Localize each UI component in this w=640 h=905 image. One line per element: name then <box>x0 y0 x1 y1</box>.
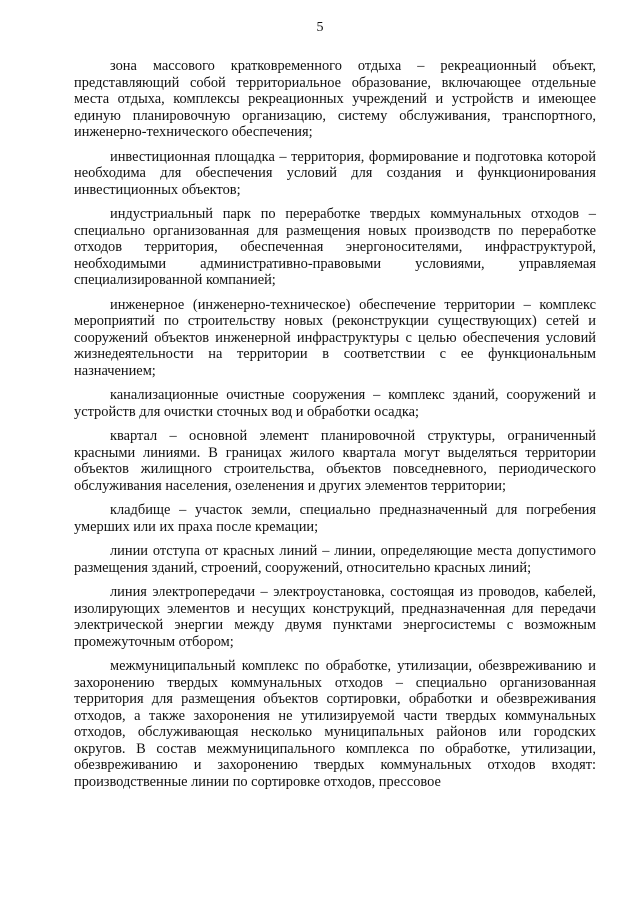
definition-paragraph: индустриальный парк по переработке твердых коммунальных отходов – специально организованная для размещения новых производств по переработке отходов территория, обеспеченная энергоносителями, инфраструктурой, необходимыми административно-правовыми условиями, управляемая специализированной компанией; <box>74 206 596 288</box>
definition-paragraph: канализационные очистные сооружения – комплекс зданий, сооружений и устройств для очистки сточных вод и обработки осадка; <box>74 387 596 420</box>
definition-paragraph: зона массового кратковременного отдыха – рекреационный объект, представляющий собой территориальное образование, включающее отдельные места отдыха, комплексы рекреационных учреждений и устройств и имеющее единую планировочную организацию, систему обслуживания, транспортного, инженерно-технического обеспечения; <box>74 58 596 140</box>
definition-paragraph: кладбище – участок земли, специально предназначенный для погребения умерших или их праха после кремации; <box>74 502 596 535</box>
definition-paragraph: инженерное (инженерно-техническое) обеспечение территории – комплекс мероприятий по строительству новых (реконструкции существующих) сетей и сооружений объектов инженерной инфраструктуры с целью обеспечения условий жизнедеятельности на территории в соответствии с ее функциональным назначением; <box>74 296 596 379</box>
definition-paragraph: межмуниципальный комплекс по обработке, утилизации, обезвреживанию и захоронению твердых коммунальных отходов – специально организованная территория для размещения объектов сортировки, обработки и обезвреживания отходов, а также захоронения не утилизируемой части твердых коммунальных отходов, обслуживающая несколько муниципальных районов или городских округов. В состав межмуниципального комплекса по обработке, утилизации, обезвреживанию и захоронению твердых коммунальных отходов входят: производственные линии по сортировке отходов, прессовое <box>74 658 596 790</box>
definition-paragraph: линии отступа от красных линий – линии, определяющие места допустимого размещения зданий, строений, сооружений, относительно красных линий; <box>74 543 596 576</box>
definition-paragraph: инвестиционная площадка – территория, формирование и подготовка которой необходима для обеспечения условий для создания и функционирования инвестиционных объектов; <box>74 148 596 198</box>
document-body <box>74 58 596 798</box>
definition-paragraph: линия электропередачи – электроустановка, состоящая из проводов, кабелей, изолирующих элементов и несущих конструкций, предназначенная для передачи электрической энергии между двумя пунктами энергосистемы с возможным промежуточным отбором; <box>74 584 596 650</box>
definition-paragraph: квартал – основной элемент планировочной структуры, ограниченный красными линиями. В границах жилого квартала могут выделяться территории объектов жилищного строительства, объектов повседневного, периодического обслуживания населения, озеленения и других элементов территории; <box>74 428 596 494</box>
page-number: 5 <box>316 20 324 35</box>
